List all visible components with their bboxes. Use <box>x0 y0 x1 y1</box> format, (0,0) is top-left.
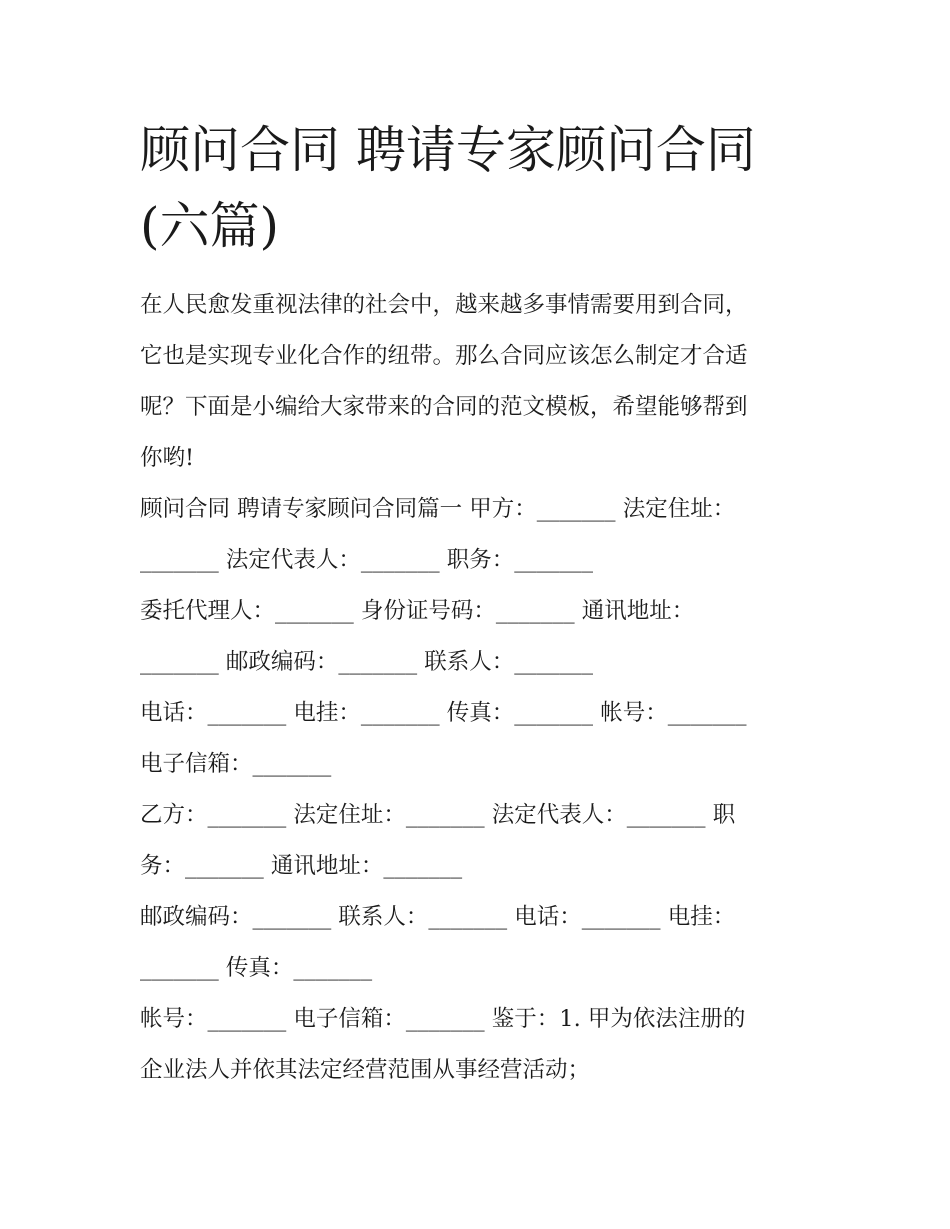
text-line: 你哟! <box>140 445 195 471</box>
text-line: 在人民愈发重视法律的社会中，越来越多事情需要用到合同， <box>140 292 748 318</box>
text-line: 呢？下面是小编给大家带来的合同的范文模板，希望能够帮到 <box>140 394 748 420</box>
document-title <box>140 112 820 264</box>
document-page <box>140 112 820 1096</box>
text-line: 务：_______ 通讯地址：_______ <box>140 853 463 879</box>
text-line: _______ 传真：_______ <box>140 955 373 981</box>
text-line: 电子信箱：_______ <box>140 751 332 777</box>
title-line: 顾问合同 聘请专家顾问合同 <box>140 121 756 179</box>
contract-body <box>140 484 820 1096</box>
intro-paragraph <box>140 280 820 484</box>
text-line: _______ 邮政编码：_______ 联系人：_______ <box>140 649 594 675</box>
text-line: 顾问合同 聘请专家顾问合同篇一 甲方：_______ 法定住址： <box>140 496 736 522</box>
text-line: 邮政编码：_______ 联系人：_______ 电话：_______ 电挂： <box>140 904 736 930</box>
text-line: 乙方：_______ 法定住址：_______ 法定代表人：_______ 职 <box>140 802 736 828</box>
text-line: 帐号：_______ 电子信箱：_______ 鉴于：1. 甲为依法注册的 <box>140 1006 746 1032</box>
title-line: (六篇) <box>140 197 280 255</box>
text-line: 电话：_______ 电挂：_______ 传真：_______ 帐号：_______ <box>140 700 747 726</box>
text-line: 企业法人并依其法定经营范围从事经营活动； <box>140 1057 591 1083</box>
text-line: 委托代理人：_______ 身份证号码：_______ 通讯地址： <box>140 598 695 624</box>
text-line: _______ 法定代表人：_______ 职务：_______ <box>140 547 594 573</box>
text-line: 它也是实现专业化合作的纽带。那么合同应该怎么制定才合适 <box>140 343 748 369</box>
